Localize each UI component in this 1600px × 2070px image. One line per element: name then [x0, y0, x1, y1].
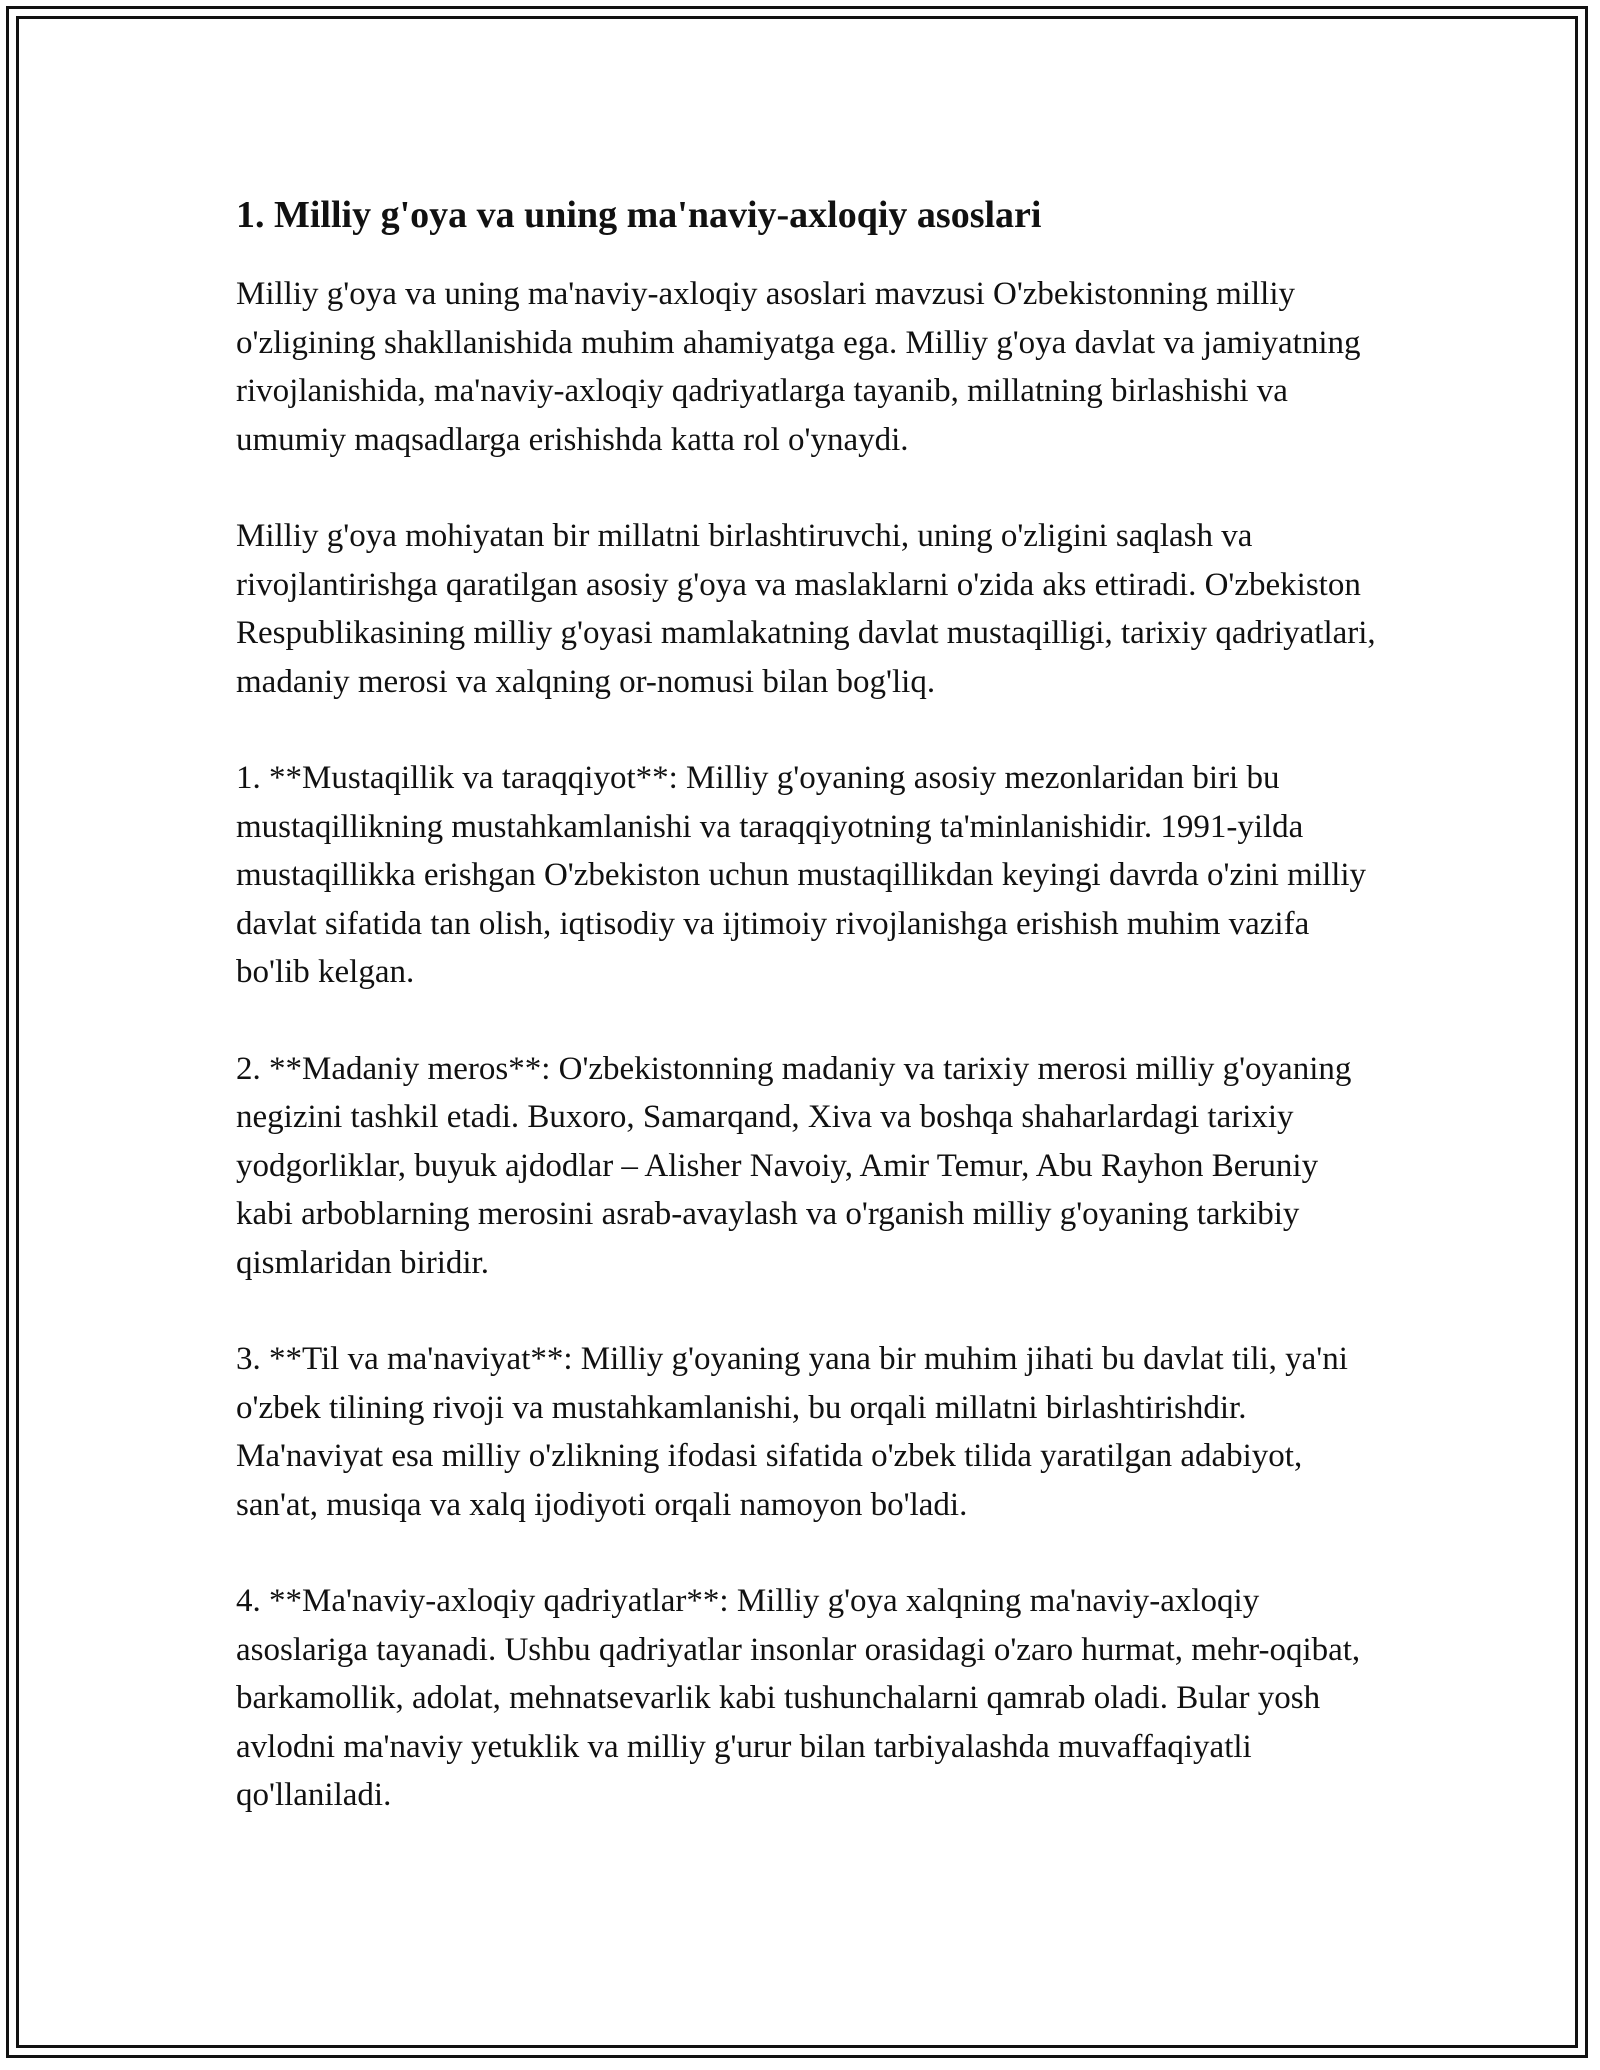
paragraph-intro: Milliy g'oya va uning ma'naviy-axloqiy asoslari mavzusi O'zbekistonning milliy o'zligining shakllanishida muhim ahamiyatga ega. Milliy g'oya davlat va jamiyatning rivojlanishida, ma'naviy-axloqiy qadriyatlarga tayanib, millatning birlashishi va umumiy maqsadlarga erishishda katta rol o'ynaydi.	[236, 276, 1361, 458]
paragraph-essence: Milliy g'oya mohiyatan bir millatni birlashtiruvchi, uning o'zligini saqlash va rivojlantirishga qaratilgan asosiy g'oya va maslaklarni o'zida aks ettiradi. O'zbekiston Respublikasining milliy g'oyasi mamlakatning davlat mustaqilligi, tarixiy qadriyatlari, madaniy merosi va xalqning or-nomusi bilan bog'liq.	[236, 518, 1376, 700]
section-heading: 1. Milliy g'oya va uning ma'naviy-axloqiy asoslari	[236, 194, 1042, 236]
list-item-language-spirituality: 3. **Til va ma'naviyat**: Milliy g'oyaning yana bir muhim jihati bu davlat tili, ya'ni o'zbek tilining rivoji va mustahkamlanishi, bu orqali millatni birlashtirishdir. Ma'naviyat esa milliy o'zlikning ifodasi sifatida o'zbek tilida yaratilgan adabiyot, san'at, musiqa va xalq ijodiyoti orqali namoyon bo'ladi.	[236, 1341, 1348, 1523]
list-item-cultural-heritage: 2. **Madaniy meros**: O'zbekistonning madaniy va tarixiy merosi milliy g'oyaning negizini tashkil etadi. Buxoro, Samarqand, Xiva va boshqa shaharlardagi tarixiy yodgorliklar, buyuk ajdodlar – Alisher Navoiy, Amir Temur, Abu Rayhon Beruniy kabi arboblarning merosini asrab-avaylash va o'rganish milliy g'oyaning tarkibiy qismlaridan biridir.	[236, 1050, 1352, 1281]
list-item-independence: 1. **Mustaqillik va taraqqiyot**: Milliy g'oyaning asosiy mezonlaridan biri bu mustaqillikning mustahkamlanishi va taraqqiyotning ta'minlanishidir. 1991-yilda mustaqillikka erishgan O'zbekiston uchun mustaqillikdan keyingi davrda o'zini milliy davlat sifatida tan olish, iqtisodiy va ijtimoiy rivojlanishga erishish muhim vazifa bo'lib kelgan.	[236, 760, 1367, 990]
list-item-moral-values: 4. **Ma'naviy-axloqiy qadriyatlar**: Milliy g'oya xalqning ma'naviy-axloqiy asoslariga tayanadi. Ushbu qadriyatlar insonlar orasidagi o'zaro hurmat, mehr-oqibat, barkamollik, adolat, mehnatsevarlik kabi tushunchalarni qamrab oladi. Bular yosh avlodni ma'naviy yetuklik va milliy g'urur bilan tarbiyalashda muvaffaqiyatli qo'llaniladi.	[236, 1583, 1361, 1813]
document-body	[236, 188, 1376, 1868]
